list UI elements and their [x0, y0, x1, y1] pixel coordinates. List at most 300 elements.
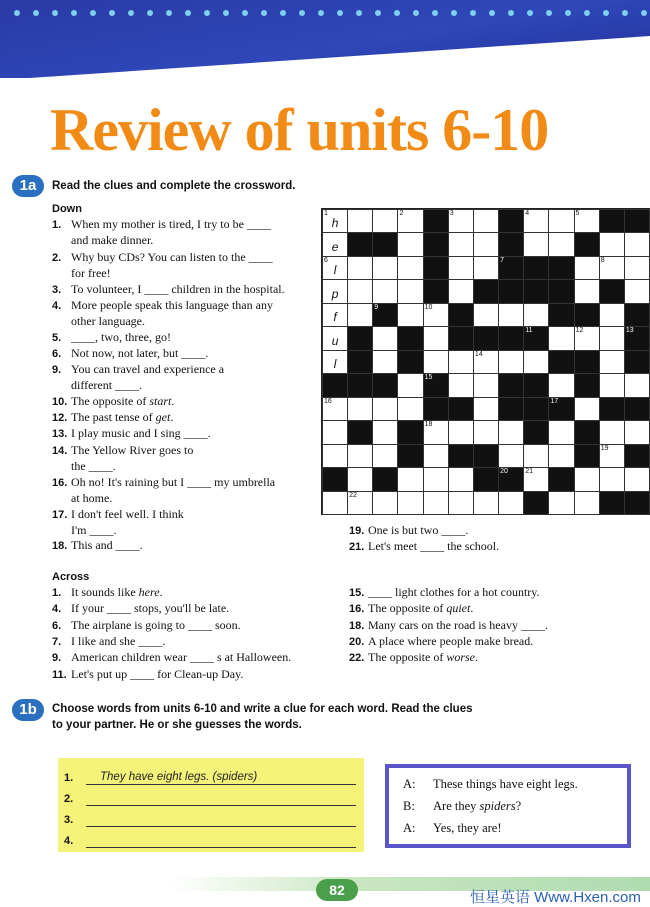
crossword-block — [498, 373, 524, 397]
banner-dot — [90, 10, 96, 16]
crossword-block — [574, 303, 600, 327]
crossword-cell[interactable] — [322, 420, 348, 444]
crossword-cell[interactable] — [347, 491, 373, 515]
crossword-clue-number: 11 — [525, 327, 533, 335]
crossword-cell[interactable] — [624, 467, 650, 491]
crossword-letter: e — [331, 239, 339, 254]
clue-item — [349, 585, 540, 602]
entry-line[interactable] — [86, 826, 356, 827]
clue-text: The opposite of start. — [71, 394, 175, 408]
clue-text: The opposite of quiet. — [368, 601, 474, 616]
clue-number: 18. — [52, 540, 68, 552]
crossword-cell[interactable] — [523, 350, 549, 374]
crossword-block — [423, 397, 449, 421]
crossword-cell[interactable] — [347, 467, 373, 491]
crossword-cell[interactable] — [448, 467, 474, 491]
clue-number: 2. — [52, 252, 62, 264]
crossword-cell[interactable] — [372, 491, 398, 515]
banner-dot — [413, 10, 419, 16]
crossword-cell[interactable] — [448, 373, 474, 397]
crossword-cell[interactable] — [372, 209, 398, 233]
dialogue-speaker: B: — [403, 799, 415, 813]
clue-text: ____, two, three, go! — [71, 330, 171, 344]
clue-item — [52, 330, 171, 347]
crossword-cell[interactable] — [599, 232, 625, 256]
crossword-block — [347, 373, 373, 397]
crossword-letter: l — [333, 357, 337, 372]
crossword-cell[interactable] — [322, 279, 348, 303]
crossword-cell[interactable] — [473, 373, 499, 397]
clue-number: 4. — [52, 603, 62, 616]
crossword-cell[interactable] — [523, 444, 549, 468]
banner-dot — [451, 10, 457, 16]
crossword-cell[interactable] — [599, 326, 625, 350]
clue-item — [52, 233, 153, 249]
banner-dot — [147, 10, 153, 16]
crossword-cell[interactable] — [574, 326, 600, 350]
crossword-cell[interactable] — [523, 209, 549, 233]
crossword-cell[interactable] — [599, 256, 625, 280]
crossword-block — [624, 326, 650, 350]
crossword-cell[interactable] — [423, 467, 449, 491]
crossword-cell[interactable] — [448, 232, 474, 256]
crossword-cell[interactable] — [448, 491, 474, 515]
crossword-cell[interactable] — [473, 256, 499, 280]
crossword-cell[interactable] — [448, 209, 474, 233]
crossword-cell[interactable] — [624, 279, 650, 303]
clue-item — [52, 443, 193, 460]
dialogue-line: Are they spiders? — [433, 799, 522, 813]
clue-item — [52, 266, 111, 282]
crossword-cell[interactable] — [548, 209, 574, 233]
crossword-block — [574, 373, 600, 397]
clue-number: 9. — [52, 364, 62, 376]
crossword-cell[interactable] — [397, 373, 423, 397]
clue-number: 10. — [52, 396, 68, 408]
crossword-cell[interactable] — [624, 373, 650, 397]
crossword-grid — [321, 208, 650, 515]
section-1b-instruction-line1: Choose words from units 6-10 and write a clue for each word. Read the clues — [52, 703, 473, 715]
banner-dot — [128, 10, 134, 16]
clue-number: 19. — [349, 525, 365, 537]
crossword-cell[interactable] — [322, 491, 348, 515]
clue-text: If your ____ stops, you'll be late. — [71, 601, 230, 616]
clue-number: 6. — [52, 348, 62, 360]
crossword-cell[interactable] — [498, 444, 524, 468]
dot-row — [0, 8, 650, 22]
crossword-block — [624, 350, 650, 374]
crossword-cell[interactable] — [448, 420, 474, 444]
crossword-cell[interactable] — [574, 209, 600, 233]
clue-item — [52, 585, 163, 602]
clue-number: 9. — [52, 652, 62, 665]
crossword-cell[interactable] — [473, 350, 499, 374]
clue-text: I'm ____. — [71, 523, 117, 537]
crossword-block — [397, 350, 423, 374]
crossword-cell[interactable] — [397, 467, 423, 491]
crossword-block — [397, 444, 423, 468]
banner-dot — [280, 10, 286, 16]
crossword-block — [473, 326, 499, 350]
banner-dot — [242, 10, 248, 16]
crossword-cell[interactable] — [599, 420, 625, 444]
clue-item — [52, 346, 208, 363]
crossword-clue-number: 22 — [349, 491, 357, 499]
crossword-cell[interactable] — [448, 279, 474, 303]
crossword-block — [523, 256, 549, 280]
crossword-block — [397, 420, 423, 444]
clue-item — [52, 250, 273, 267]
crossword-cell[interactable] — [473, 397, 499, 421]
crossword-cell[interactable] — [397, 209, 423, 233]
crossword-block — [548, 467, 574, 491]
crossword-cell[interactable] — [322, 256, 348, 280]
crossword-cell[interactable] — [397, 256, 423, 280]
banner-dot — [33, 10, 39, 16]
crossword-block — [548, 256, 574, 280]
banner-dot — [223, 10, 229, 16]
crossword-cell[interactable] — [473, 209, 499, 233]
clue-item — [349, 634, 533, 651]
crossword-clue-number: 18 — [424, 421, 433, 429]
crossword-cell[interactable] — [574, 279, 600, 303]
crossword-cell[interactable] — [548, 373, 574, 397]
clue-text: Let's meet ____ the school. — [368, 539, 500, 553]
clue-number: 7. — [52, 635, 62, 648]
crossword-block — [574, 350, 600, 374]
crossword-clue-number: 17 — [550, 397, 559, 405]
crossword-cell[interactable] — [548, 491, 574, 515]
clue-text: This and ____. — [71, 538, 143, 552]
section-1a-instruction: Read the clues and complete the crossword. — [52, 180, 296, 192]
crossword-cell[interactable] — [498, 420, 524, 444]
crossword-cell[interactable] — [473, 232, 499, 256]
crossword-cell[interactable] — [599, 303, 625, 327]
clue-number: 16. — [349, 603, 365, 616]
crossword-cell[interactable] — [448, 350, 474, 374]
crossword-cell[interactable] — [322, 326, 348, 350]
clue-item — [52, 282, 285, 299]
banner-dot — [432, 10, 438, 16]
clue-number: 21. — [349, 541, 365, 553]
crossword-block — [423, 209, 449, 233]
crossword-clue-number: 8 — [600, 256, 605, 264]
clue-item — [52, 394, 174, 411]
clue-item — [52, 298, 273, 315]
crossword-block — [347, 232, 373, 256]
crossword-block — [599, 397, 625, 421]
crossword-block — [599, 491, 625, 515]
down-heading: Down — [52, 203, 82, 215]
crossword-block — [574, 232, 600, 256]
crossword-cell[interactable] — [372, 279, 398, 303]
crossword-block — [624, 209, 650, 233]
crossword-cell[interactable] — [523, 303, 549, 327]
clue-text: The past tense of get. — [71, 410, 174, 424]
crossword-block — [423, 279, 449, 303]
crossword-block — [624, 397, 650, 421]
crossword-clue-number: 3 — [449, 210, 454, 217]
crossword-cell[interactable] — [322, 397, 348, 421]
crossword-clue-number: 5 — [575, 210, 580, 217]
clue-item — [349, 523, 468, 540]
banner-dot — [375, 10, 381, 16]
clue-number: 6. — [52, 619, 62, 632]
clue-item — [52, 650, 291, 667]
crossword-block — [473, 467, 499, 491]
crossword-cell[interactable] — [498, 491, 524, 515]
page-number: 82 — [316, 879, 358, 901]
crossword-cell[interactable] — [548, 232, 574, 256]
banner-dot — [318, 10, 324, 16]
crossword-cell[interactable] — [322, 232, 348, 256]
clue-text: When my mother is tired, I try to be ____ — [71, 217, 271, 231]
crossword-cell[interactable] — [624, 420, 650, 444]
crossword-block — [372, 373, 398, 397]
crossword-block — [624, 303, 650, 327]
crossword-block — [624, 444, 650, 468]
banner-dot — [527, 10, 533, 16]
clue-number: 18. — [349, 619, 365, 632]
crossword-cell[interactable] — [322, 350, 348, 374]
crossword-cell[interactable] — [347, 209, 373, 233]
clue-number: 16. — [52, 477, 68, 489]
section-badge-1b: 1b — [12, 699, 44, 721]
crossword-block — [322, 373, 348, 397]
crossword-block — [574, 444, 600, 468]
crossword-block — [423, 232, 449, 256]
crossword-block — [574, 420, 600, 444]
clue-number: 5. — [52, 332, 62, 344]
banner-dot — [52, 10, 58, 16]
banner-dot — [356, 10, 362, 16]
crossword-cell[interactable] — [548, 326, 574, 350]
crossword-cell[interactable] — [372, 350, 398, 374]
clue-item — [349, 601, 473, 618]
crossword-cell[interactable] — [473, 420, 499, 444]
crossword-clue-number: 7 — [500, 256, 504, 264]
clue-item — [52, 634, 165, 651]
crossword-cell[interactable] — [473, 303, 499, 327]
banner-dot — [337, 10, 343, 16]
crossword-cell[interactable] — [574, 467, 600, 491]
banner-dot — [622, 10, 628, 16]
banner-dot — [394, 10, 400, 16]
crossword-block — [347, 420, 373, 444]
banner-dot — [185, 10, 191, 16]
clue-item — [52, 378, 142, 394]
entry-number: 1. — [64, 772, 74, 784]
entry-number: 3. — [64, 814, 74, 826]
clue-item — [52, 538, 143, 555]
crossword-block — [498, 232, 524, 256]
crossword-block — [599, 209, 625, 233]
clue-text: The opposite of worse. — [368, 650, 478, 665]
banner-dot — [565, 10, 571, 16]
clue-text: One is but two ____. — [368, 523, 469, 537]
crossword-cell[interactable] — [624, 232, 650, 256]
clue-item — [349, 618, 548, 635]
clue-item — [349, 539, 499, 556]
crossword-clue-number: 13 — [625, 327, 634, 335]
crossword-cell[interactable] — [423, 491, 449, 515]
crossword-cell[interactable] — [372, 326, 398, 350]
crossword-block — [372, 467, 398, 491]
banner-dot — [508, 10, 514, 16]
crossword-block — [448, 397, 474, 421]
crossword-block — [448, 303, 474, 327]
clue-text: Why buy CDs? You can listen to the ____ — [71, 250, 273, 264]
crossword-cell[interactable] — [473, 491, 499, 515]
clue-number: 12. — [52, 412, 68, 424]
crossword-letter: f — [333, 310, 337, 325]
clue-item — [52, 459, 116, 475]
crossword-cell[interactable] — [448, 256, 474, 280]
crossword-cell[interactable] — [397, 279, 423, 303]
crossword-block — [448, 444, 474, 468]
clue-number: 17. — [52, 509, 68, 521]
banner-dot — [546, 10, 552, 16]
crossword-cell[interactable] — [523, 232, 549, 256]
crossword-cell[interactable] — [574, 491, 600, 515]
banner-dot — [299, 10, 305, 16]
crossword-cell[interactable] — [599, 444, 625, 468]
clue-number: 22. — [349, 652, 365, 665]
crossword-block — [548, 303, 574, 327]
dialogue-speaker: A: — [403, 777, 416, 791]
banner-dot — [584, 10, 590, 16]
crossword-block — [473, 279, 499, 303]
entry-number: 4. — [64, 835, 74, 847]
crossword-cell[interactable] — [624, 256, 650, 280]
crossword-block — [372, 232, 398, 256]
crossword-cell[interactable] — [599, 373, 625, 397]
clue-item — [52, 217, 271, 234]
crossword-clue-number: 16 — [324, 397, 332, 405]
crossword-cell[interactable] — [372, 444, 398, 468]
crossword-cell[interactable] — [397, 491, 423, 515]
crossword-block — [423, 373, 449, 397]
banner-dot — [470, 10, 476, 16]
crossword-letter: l — [333, 263, 337, 278]
clue-text: A place where people make bread. — [368, 633, 534, 648]
crossword-cell[interactable] — [548, 444, 574, 468]
crossword-clue-number: 12 — [575, 327, 584, 335]
crossword-cell[interactable] — [347, 397, 373, 421]
crossword-cell[interactable] — [322, 303, 348, 327]
crossword-cell[interactable] — [397, 397, 423, 421]
crossword-block — [347, 350, 373, 374]
clue-number: 11. — [52, 668, 67, 681]
banner-dot — [603, 10, 609, 16]
crossword-cell[interactable] — [423, 326, 449, 350]
crossword-letter: h — [331, 216, 339, 231]
clue-item — [52, 667, 243, 684]
crossword-clue-number: 10 — [424, 303, 433, 311]
clue-text: at home. — [71, 491, 113, 505]
entry-line[interactable] — [86, 805, 356, 806]
crossword-clue-number: 4 — [525, 210, 530, 217]
crossword-cell[interactable] — [372, 256, 398, 280]
entry-line[interactable] — [86, 847, 356, 848]
entry-text: They have eight legs. (spiders) — [100, 771, 258, 783]
clue-item — [52, 601, 229, 618]
crossword-cell[interactable] — [498, 350, 524, 374]
crossword-cell[interactable] — [574, 397, 600, 421]
clue-item — [52, 475, 275, 492]
crossword-cell[interactable] — [423, 444, 449, 468]
clue-number: 15. — [349, 587, 365, 599]
clue-text: It sounds like here. — [71, 585, 163, 599]
entry-line[interactable] — [86, 784, 356, 785]
crossword-block — [498, 326, 524, 350]
clue-item — [52, 491, 112, 507]
crossword-letter: p — [331, 286, 339, 301]
crossword-cell[interactable] — [397, 232, 423, 256]
crossword-cell[interactable] — [599, 467, 625, 491]
clue-item — [52, 314, 145, 330]
clue-text: I play music and I sing ____. — [71, 426, 211, 440]
crossword-cell[interactable] — [574, 256, 600, 280]
crossword-cell[interactable] — [523, 467, 549, 491]
banner-dot — [109, 10, 115, 16]
crossword-block — [347, 326, 373, 350]
crossword-cell[interactable] — [372, 397, 398, 421]
crossword-clue-number: 14 — [474, 350, 483, 358]
crossword-cell[interactable] — [599, 350, 625, 374]
crossword-cell[interactable] — [423, 420, 449, 444]
clue-text: other language. — [71, 314, 145, 328]
crossword-block — [548, 350, 574, 374]
crossword-block — [498, 279, 524, 303]
clue-text: Not now, not later, but ____. — [71, 346, 209, 360]
clue-text: ____ light clothes for a hot country. — [368, 585, 540, 599]
crossword-cell[interactable] — [322, 444, 348, 468]
crossword-cell[interactable] — [347, 303, 373, 327]
crossword-cell[interactable] — [372, 420, 398, 444]
clue-text: The Yellow River goes to — [71, 443, 194, 457]
crossword-cell[interactable] — [423, 303, 449, 327]
crossword-cell[interactable] — [498, 303, 524, 327]
dialogue-line: These things have eight legs. — [433, 777, 578, 791]
crossword-cell[interactable] — [347, 256, 373, 280]
clue-item — [52, 410, 173, 427]
crossword-block — [448, 326, 474, 350]
crossword-block — [599, 279, 625, 303]
section-1b-instruction-line2: to your partner. He or she guesses the words. — [52, 719, 302, 731]
clue-text: I like and she ____. — [71, 633, 166, 648]
crossword-cell[interactable] — [423, 350, 449, 374]
clue-text: Let's put up ____ for Clean-up Day. — [71, 666, 244, 681]
crossword-cell[interactable] — [347, 444, 373, 468]
crossword-cell[interactable] — [322, 209, 348, 233]
page-title: Review of units 6-10 — [50, 97, 549, 163]
crossword-clue-number: 9 — [374, 303, 379, 311]
crossword-clue-number: 6 — [324, 256, 328, 264]
crossword-block — [523, 420, 549, 444]
crossword-block — [548, 397, 574, 421]
crossword-clue-number: 15 — [424, 374, 433, 382]
crossword-cell[interactable] — [548, 420, 574, 444]
clue-text: To volunteer, I ____ children in the hospital. — [71, 282, 285, 296]
section-badge-1a: 1a — [12, 175, 44, 197]
crossword-cell[interactable] — [397, 303, 423, 327]
banner-dot — [261, 10, 267, 16]
crossword-block — [624, 491, 650, 515]
crossword-cell[interactable] — [347, 279, 373, 303]
clue-number: 14. — [52, 445, 68, 457]
crossword-block — [523, 491, 549, 515]
